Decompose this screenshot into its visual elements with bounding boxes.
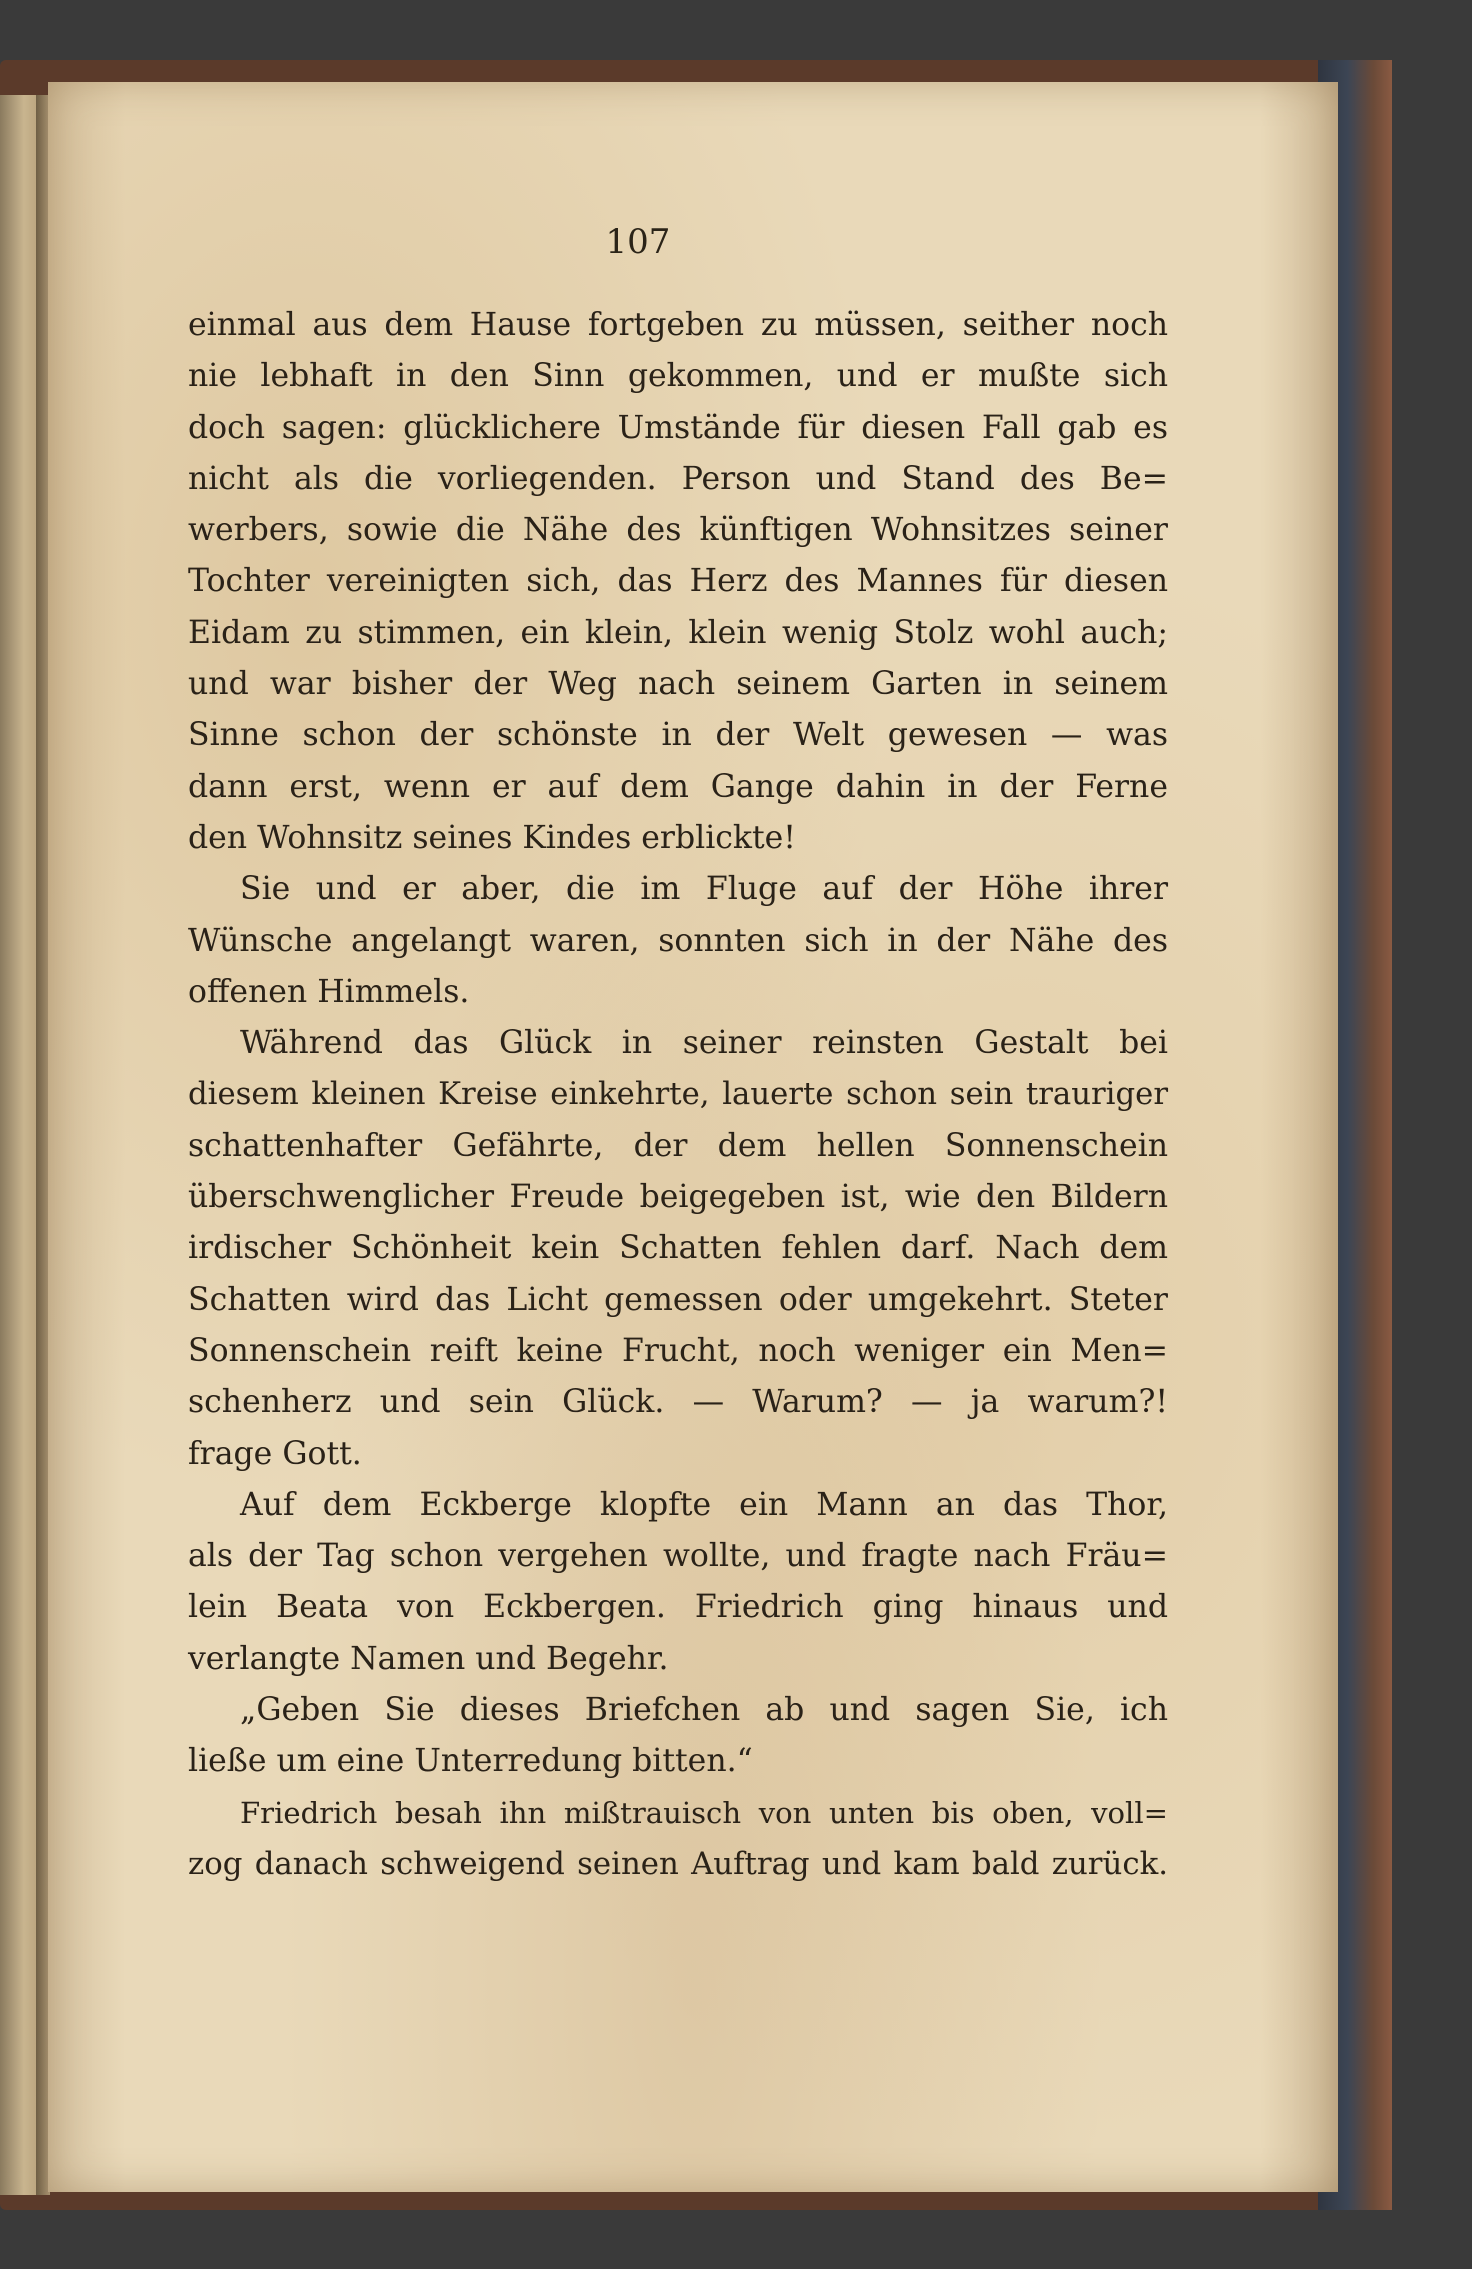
text-line: irdischer Schönheit kein Schatten fehlen darf. Nach dem xyxy=(188,1230,1168,1267)
text-line: nie lebhaft in den Sinn gekommen, und er mußte sich xyxy=(188,358,1168,395)
text-line: zog danach schweigend seinen Auftrag und kam bald zurück. xyxy=(188,1845,1168,1882)
page-text xyxy=(188,300,1168,1890)
text-line: als der Tag schon vergehen wollte, und fragte nach Fräu= xyxy=(188,1538,1168,1575)
text-line: schenherz und sein Glück. — Warum? — ja warum?! xyxy=(188,1384,1168,1421)
text-line: überschwenglicher Freude beigegeben ist, wie den Bildern xyxy=(188,1179,1168,1216)
text-line: werbers, sowie die Nähe des künftigen Wohnsitzes seiner xyxy=(188,512,1168,549)
text-line: Während das Glück in seiner reinsten Gestalt bei xyxy=(240,1025,1168,1062)
text-line: Sonnenschein reift keine Frucht, noch weniger ein Men= xyxy=(188,1332,1168,1369)
page-number: 107 xyxy=(605,222,671,262)
text-line: Sinne schon der schönste in der Welt gewesen — was xyxy=(188,717,1168,754)
text-line: Eidam zu stimmen, ein klein, klein wenig Stolz wohl auch; xyxy=(188,614,1168,651)
text-line: ließe um eine Unterredung bitten.“ xyxy=(188,1743,753,1780)
text-line: und war bisher der Weg nach seinem Garten in seinem xyxy=(188,666,1168,703)
text-line: offenen Himmels. xyxy=(188,973,470,1010)
text-line: Friedrich besah ihn mißtrauisch von unten bis oben, voll= xyxy=(240,1795,1168,1830)
text-line: frage Gott. xyxy=(188,1435,362,1472)
text-line: Schatten wird das Licht gemessen oder umgekehrt. Steter xyxy=(188,1281,1168,1318)
text-line: Sie und er aber, die im Fluge auf der Höhe ihrer xyxy=(240,871,1168,908)
book-page xyxy=(48,82,1338,2192)
text-line: einmal aus dem Hause fortgeben zu müssen, seither noch xyxy=(188,307,1168,343)
text-line: den Wohnsitz seines Kindes erblickte! xyxy=(188,819,796,856)
text-line: doch sagen: glücklichere Umstände für diesen Fall gab es xyxy=(188,409,1168,446)
text-line: verlangte Namen und Begehr. xyxy=(188,1640,669,1677)
text-line: Auf dem Eckberge klopfte ein Mann an das Thor, xyxy=(240,1486,1168,1523)
text-line: diesem kleinen Kreise einkehrte, lauerte schon sein trauriger xyxy=(188,1076,1168,1113)
text-line: lein Beata von Eckbergen. Friedrich ging hinaus und xyxy=(188,1589,1168,1626)
text-line: „Geben Sie dieses Briefchen ab und sagen Sie, ich xyxy=(240,1692,1168,1729)
text-line: dann erst, wenn er auf dem Gange dahin in der Ferne xyxy=(188,768,1168,805)
text-line: Wünsche angelangt waren, sonnten sich in der Nähe des xyxy=(188,922,1168,959)
text-line: nicht als die vorliegenden. Person und Stand des Be= xyxy=(188,460,1168,497)
text-line: Tochter vereinigten sich, das Herz des Mannes für diesen xyxy=(188,563,1168,600)
facing-page-edge xyxy=(0,95,40,2195)
text-line: schattenhafter Gefährte, der dem hellen Sonnenschein xyxy=(188,1127,1168,1164)
